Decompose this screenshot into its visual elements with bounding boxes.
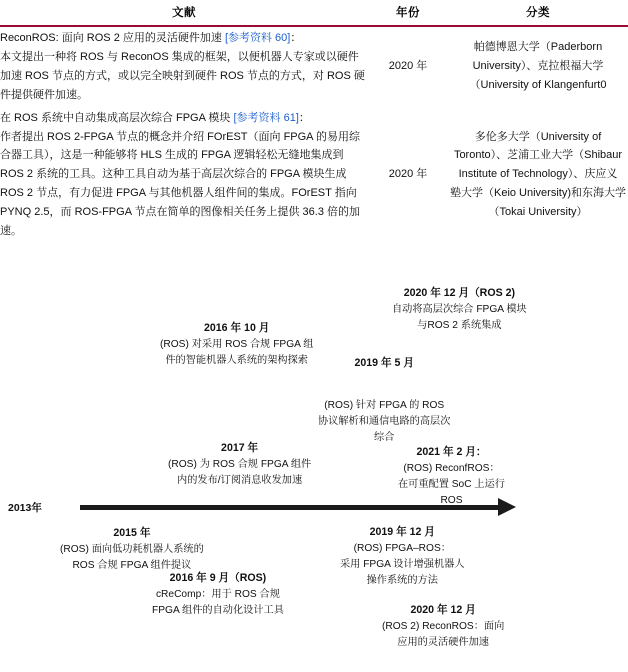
timeline-event-desc-line: (ROS) ReconfROS： — [403, 462, 500, 474]
table-row — [0, 26, 628, 107]
timeline-event-date: 2019 年 12 月 — [369, 526, 435, 538]
timeline-event-desc-line: 在可重配置 SoC 上运行 — [398, 478, 505, 490]
timeline-event-desc-line: 与ROS 2 系统集成 — [417, 319, 502, 331]
timeline-event-2020-12-ros2 — [392, 285, 527, 334]
timeline-event-2016-09 — [152, 570, 284, 619]
document-title-text: 在 ROS 系统中自动集成高层次综合 FPGA 模块 — [0, 111, 234, 124]
timeline-event-2020-12 — [382, 602, 504, 651]
timeline-event-desc-line: 协议解析和通信电路的高层次 — [318, 415, 451, 427]
reference-link[interactable]: [参考资料 60] — [224, 32, 291, 44]
category-line: （University of Klangenfurt0 — [469, 79, 607, 92]
table-header — [0, 0, 628, 26]
document-title — [0, 29, 368, 48]
table-row — [0, 107, 628, 243]
timeline-event-2021-02 — [398, 444, 505, 509]
category-line: 塾大学（Keio University)和东海大学 — [449, 187, 627, 200]
cell-category — [448, 107, 628, 243]
category-line: 帕德博恩大学（Paderborn — [473, 41, 603, 54]
literature-table — [0, 0, 628, 243]
cell-document — [0, 107, 368, 243]
timeline-event-2017 — [168, 440, 311, 489]
timeline-event-date: 2019 年 5 月 — [354, 357, 414, 369]
document-abstract: 作者提出 ROS 2-FPGA 节点的概念并介绍 FOrEST（面向 FPGA 的易用综合器工具），这是一种能够将 HLS 生成的 FPGA 逻辑轻松无缝地集成到 ROS 2 系统的工具。这种工具自动为基于高层次综合的 FPGA 模块生成 ROS 2 节点，有力促进 FPGA 与其他机器人组件间的集成。FOrEST 指向 PYNQ 2.5，而 ROS-FPGA 节点在简单的图像相关任务上提供 36.3 倍的加速。 — [0, 130, 360, 238]
document-title-suffix: ： — [290, 32, 302, 44]
timeline-event-2016-10 — [160, 320, 313, 369]
table-header-row — [0, 0, 628, 26]
timeline-event-date: 2020 年 12 月 — [410, 604, 476, 616]
timeline-event-date: 2016 年 10 月 — [204, 322, 270, 334]
category-line: University）、克拉根福大学 — [472, 60, 604, 73]
timeline-event-desc-line: 内的发布/订阅消息收发加速 — [177, 474, 303, 486]
timeline-event-date: 2016 年 9 月（ROS) — [169, 572, 267, 584]
timeline-event-desc-line: 应用的灵活硬件加速 — [397, 636, 489, 648]
timeline-event-desc-line: (ROS) 面向低功耗机器人系统的 — [60, 543, 204, 555]
cell-category — [448, 26, 628, 107]
table-body — [0, 26, 628, 243]
timeline-event-desc-line: 采用 FPGA 设计增强机器人 — [340, 558, 465, 570]
timeline-event-desc-line: (ROS) 对采用 ROS 合规 FPGA 组 — [160, 338, 314, 350]
timeline-event-desc-line: (ROS 2) ReconROS：面向 — [382, 620, 505, 632]
timeline-start-label: 2013年 — [8, 502, 42, 514]
timeline-event-desc-line: (ROS) 为 ROS 合规 FPGA 组件 — [168, 458, 312, 470]
timeline-event-desc-line: 综合 — [374, 431, 395, 443]
timeline-event-desc-line: ROS 合规 FPGA 组件提议 — [72, 559, 192, 571]
timeline-event-desc-line: FPGA 组件的自动化设计工具 — [152, 604, 284, 616]
reference-link[interactable]: [参考资料 61] — [233, 111, 299, 124]
column-header-year: 年份 — [368, 0, 448, 26]
category-line: Institute of Technology）、庆应义 — [458, 168, 618, 181]
timeline-event-desc-line: 操作系统的方法 — [366, 574, 438, 586]
category-line: （Tokai University） — [488, 206, 588, 219]
timeline-event-date: 2017 年 — [221, 442, 259, 454]
timeline-event-desc-line: cReComp：用于 ROS 合规 — [155, 588, 280, 600]
timeline-event-desc-line: ROS — [440, 494, 463, 506]
timeline-event-date: 2020 年 12 月（ROS 2) — [403, 287, 515, 299]
column-header-document: 文献 — [0, 0, 368, 26]
timeline-event-date: 2015 年 — [113, 527, 151, 539]
timeline-event-2019-05 — [318, 355, 450, 446]
document-abstract: 本文提出一种将 ROS 与 ReconOS 集成的框架，以便机器人专家或以硬件加速 ROS 节点的方式，或以完全映射到硬件 ROS 节点的方式，对 ROS 硬件提供硬件加速。 — [0, 50, 365, 101]
literature-table-container — [0, 0, 628, 243]
document-title — [0, 109, 368, 128]
timeline-event-desc-line: (ROS) 针对 FPGA 的 ROS — [324, 399, 445, 411]
timeline-event-desc-line: (ROS) FPGA–ROS： — [353, 542, 451, 554]
document-title-text: ReconROS: 面向 ROS 2 应用的灵活硬件加速 — [0, 32, 225, 44]
cell-year: 2020 年 — [388, 60, 428, 73]
category-line: Toronto）、芝浦工业大学（Shibaur — [453, 149, 623, 162]
timeline-event-2019-12 — [340, 524, 465, 589]
timeline-event-desc-line: 自动将高层次综合 FPGA 模块 — [392, 303, 527, 315]
cell-year: 2020 年 — [388, 168, 428, 181]
cell-document — [0, 26, 368, 107]
timeline-event-2015 — [60, 525, 204, 574]
timeline-event-date: 2021 年 2 月： — [416, 446, 487, 458]
timeline-event-desc-line: 件的智能机器人系统的架构探索 — [165, 354, 308, 366]
document-title-suffix: ： — [298, 111, 310, 124]
column-header-category: 分类 — [448, 0, 628, 26]
timeline-diagram — [0, 240, 628, 672]
category-line: 多伦多大学（University of — [474, 130, 602, 143]
